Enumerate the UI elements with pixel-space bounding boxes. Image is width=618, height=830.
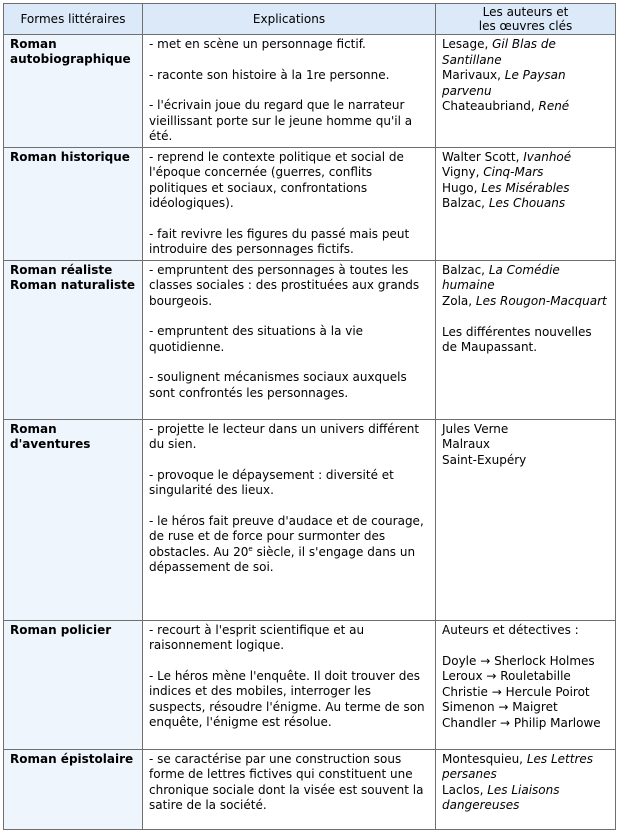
table-row <box>4 620 616 749</box>
author-work <box>442 638 609 654</box>
form-name: Roman épistolaire <box>10 751 134 766</box>
authors-cell <box>436 620 616 749</box>
author-name: Hugo, <box>442 180 482 195</box>
author-work <box>442 623 609 639</box>
author-work <box>442 700 609 716</box>
author-work <box>442 196 609 212</box>
explanation-item: - soulignent mécanismes sociaux auxquels sont confrontés les personnages. <box>149 370 407 400</box>
form-cell <box>4 260 143 419</box>
author-name: Malraux <box>442 437 491 451</box>
work-title: La Comédie humaine <box>442 262 560 292</box>
work-title: Les Chouans <box>488 196 566 210</box>
author-name: Lesage, <box>442 37 493 51</box>
author-work <box>442 422 609 438</box>
header-authors-line1: Les auteurs et <box>482 5 569 19</box>
author-work <box>442 716 609 732</box>
author-name: Marivaux, <box>442 68 505 82</box>
authors-cell <box>436 35 616 148</box>
ordinal-suffix: e <box>248 544 253 553</box>
explanation-item: - projette le lecteur dans un univers différent du sien. <box>149 421 420 451</box>
author-work <box>442 263 609 294</box>
author-name: Christie → Hercule Poirot <box>442 684 590 699</box>
author-name: Les différentes nouvelles de Maupassant. <box>442 324 592 354</box>
explanation-item: - empruntent des personnages à toutes les classes sociales : des prostituées aux grands bourgeois. <box>149 262 420 308</box>
form-cell <box>4 147 143 260</box>
author-name: Vigny, <box>442 165 484 179</box>
author-name: Saint-Exupéry <box>442 452 527 467</box>
form-name: Roman <box>10 37 57 51</box>
author-work <box>442 752 609 783</box>
form-name: Roman d'aventures <box>10 421 91 451</box>
explanation-cell <box>143 749 436 829</box>
explanation-item: - provoque le dépaysement : diversité et singularité des lieux. <box>149 467 394 497</box>
explanation-cell <box>143 620 436 749</box>
authors-cell <box>436 419 616 620</box>
explanation-item: - Le héros mène l'enquête. Il doit trouver des indices et des mobiles, interroger les suspects, résoudre l'énigme. Au terme de son enquête, l'énigme est résolue. <box>149 668 425 729</box>
form-cell <box>4 419 143 620</box>
explanation-item <box>149 514 429 576</box>
table-row <box>4 35 616 148</box>
table-row <box>4 419 616 620</box>
authors-cell <box>436 749 616 829</box>
table-row <box>4 749 616 829</box>
explanation-text: - le héros fait preuve d'audace et de courage, de ruse et de force pour surmonter des obstacles. Au 20 <box>149 513 424 559</box>
explanation-item: - fait revivre les figures du passé mais peut introduire des personnages fictifs. <box>149 226 410 256</box>
header-authors <box>436 4 616 35</box>
author-work <box>442 68 609 99</box>
author-work <box>442 37 609 68</box>
author-work <box>442 325 609 356</box>
form-cell <box>4 620 143 749</box>
author-work <box>442 165 609 181</box>
table-row <box>4 147 616 260</box>
author-name: Chandler → Philip Marlowe <box>442 715 601 730</box>
author-name: Simenon → Maigret <box>442 700 558 714</box>
form-cell <box>4 749 143 829</box>
authors-cell <box>436 260 616 419</box>
author-work <box>442 309 609 325</box>
literary-forms-table <box>3 3 616 830</box>
header-row <box>4 4 616 35</box>
form-name: Roman réaliste <box>10 262 113 277</box>
explanation-item: - se caractérise par une construction sous forme de lettres fictives qui constituent une chronique sociale dont la visée est souvent la satire de la société. <box>149 751 424 812</box>
author-name: Laclos, <box>442 782 488 797</box>
work-title: Les Lettres persanes <box>442 751 594 781</box>
author-name: Auteurs et détectives : <box>442 622 579 637</box>
work-title: Les Misérables <box>481 180 570 195</box>
header-authors-line2: les œuvres clés <box>478 19 573 33</box>
author-work <box>442 453 609 469</box>
explanation-cell <box>143 419 436 620</box>
author-name: Balzac, <box>442 262 489 277</box>
author-work <box>442 150 609 166</box>
author-work <box>442 654 609 670</box>
author-name: Zola, <box>442 293 476 308</box>
author-name: Leroux → Rouletabille <box>442 669 571 683</box>
explanation-cell <box>143 147 436 260</box>
work-title: Les Rougon-Macquart <box>475 293 607 308</box>
header-explanations: Explications <box>143 4 436 35</box>
explanation-text: siècle, il s'engage dans un dépassement de soi. <box>149 544 416 574</box>
work-title: René <box>538 99 570 113</box>
author-work <box>442 437 609 453</box>
author-work <box>442 99 609 115</box>
form-name: Roman naturaliste <box>10 277 135 292</box>
explanation-cell <box>143 260 436 419</box>
author-name: Jules Verne <box>442 421 509 436</box>
form-name: Roman historique <box>10 149 130 164</box>
work-title: Le Paysan parvenu <box>442 68 566 98</box>
work-title: Les Liaisons dangereuses <box>442 782 560 812</box>
author-work <box>442 294 609 310</box>
table-row <box>4 260 616 419</box>
explanation-cell <box>143 35 436 148</box>
author-name: Balzac, <box>442 196 489 210</box>
explanation-item: - recourt à l'esprit scientifique et au raisonnement logique. <box>149 622 365 652</box>
explanation-item: - met en scène un personnage fictif. <box>149 37 366 51</box>
work-title: Ivanhoé <box>523 149 572 164</box>
author-work <box>442 685 609 701</box>
form-name: Roman policier <box>10 622 112 637</box>
author-name: Walter Scott, <box>442 149 524 164</box>
author-name: Chateaubriand, <box>442 99 539 113</box>
form-cell <box>4 35 143 148</box>
explanation-item: - l'écrivain joue du regard que le narrateur vieillissant porte sur le jeune homme qu'il a été. <box>149 98 413 143</box>
form-name: autobiographique <box>10 52 131 66</box>
work-title: Cinq-Mars <box>483 165 544 179</box>
author-name: Doyle → Sherlock Holmes <box>442 653 595 668</box>
explanation-item: - empruntent des situations à la vie quotidienne. <box>149 324 364 354</box>
author-work <box>442 669 609 685</box>
work-title: Gil Blas de Santillane <box>442 37 556 67</box>
explanation-item: - raconte son histoire à la 1re personne. <box>149 67 390 82</box>
authors-cell <box>436 147 616 260</box>
author-work <box>442 783 609 814</box>
explanation-item: - reprend le contexte politique et social de l'époque concernée (guerres, conflits politiques et sociaux, confrontations idéologiques). <box>149 149 404 210</box>
header-forms: Formes littéraires <box>4 4 143 35</box>
author-name: Montesquieu, <box>442 751 527 766</box>
author-work <box>442 181 609 197</box>
